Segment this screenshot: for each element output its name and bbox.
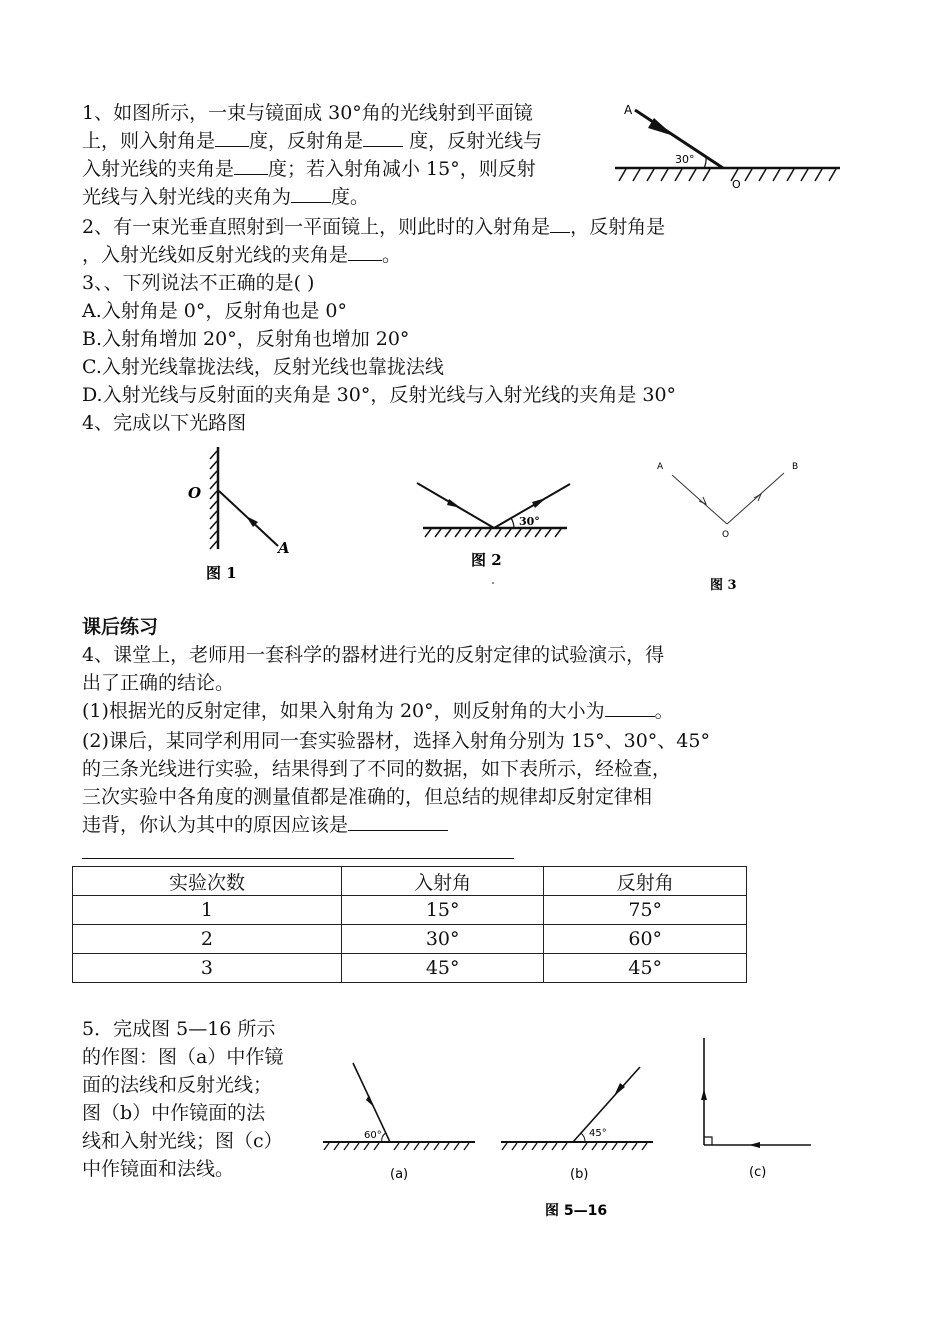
table-header: 入射角 (341, 867, 544, 896)
hw-q4-text: 。 (654, 700, 674, 722)
label-b: B (792, 462, 799, 472)
ray-arrow (749, 1142, 760, 1148)
hw-q4-part-1 (82, 698, 674, 724)
ray-arrow (701, 1089, 707, 1100)
hw-q4-part-2-line-2: 的三条光线进行实验，结果得到了不同的数据，如下表所示，经检查， (82, 758, 672, 780)
q2-text: 。 (382, 244, 402, 266)
fig3-caption: 图 3 (710, 578, 737, 593)
angle-arc (511, 518, 514, 528)
angle-label: 45° (589, 1128, 607, 1139)
q5-line-4: 图（b）中作镜面的法 (82, 1102, 266, 1124)
hw-q4-part-2-line-4 (82, 812, 448, 838)
q1-line-4 (82, 184, 369, 210)
q3-option-b[interactable]: B.入射角增加 20°，反射角也增加 20° (82, 328, 410, 350)
ray-arrow (366, 1095, 374, 1107)
fig-a (323, 1063, 475, 1182)
hw-q4-text: (1)根据光的反射定律，如果入射角为 20°，则反射角的大小为 (82, 700, 605, 722)
table-row (73, 954, 747, 983)
q1-text: 光线与入射光线的夹角为 (82, 186, 292, 208)
q2-text: 2、有一束光垂直照射到一平面镜上，则此时的入射角是 (82, 216, 551, 238)
answer-blank[interactable] (348, 812, 448, 831)
q4-stem: 4、完成以下光路图 (82, 412, 247, 434)
stray-dot (492, 582, 494, 584)
answer-blank[interactable] (348, 242, 382, 261)
answer-line[interactable] (82, 858, 514, 859)
ray-arrow (754, 494, 761, 501)
ray-ao (672, 475, 727, 524)
answer-blank[interactable] (363, 128, 403, 147)
caption-c: (c) (749, 1165, 767, 1180)
fig2-caption: 图 2 (471, 551, 502, 569)
q2-text: ，入射光线如反射光线的夹角是 (82, 244, 349, 266)
table-header-row (73, 867, 747, 896)
q5-line-3: 面的法线和反射光线； (82, 1074, 273, 1096)
table-cell: 30° (341, 925, 544, 954)
q3-option-a[interactable]: A.入射角是 0°，反射角也是 0° (82, 300, 348, 322)
q1-mirror-figure (610, 95, 850, 205)
fig-5-16 (315, 1030, 825, 1230)
mirror-hatch (502, 1143, 647, 1150)
q2-line-2 (82, 242, 401, 268)
answer-blank[interactable] (215, 128, 249, 147)
q1-line-2 (82, 128, 542, 154)
answer-blank[interactable] (550, 214, 570, 233)
hw-q4-text: 违背，你认为其中的原因应该是 (82, 814, 349, 836)
answer-blank[interactable] (234, 156, 268, 175)
angle-arc (704, 157, 706, 168)
table-header: 反射角 (544, 867, 747, 896)
answer-blank[interactable] (291, 184, 331, 203)
table-cell: 45° (341, 954, 544, 983)
q3-option-d[interactable]: D.入射光线与反射面的夹角是 30°，反射光线与入射光线的夹角是 30° (82, 384, 677, 406)
caption-b: (b) (570, 1167, 589, 1182)
q2-text: ，反射角是 (570, 216, 666, 238)
label-o: O (188, 484, 202, 502)
ray-ob (727, 473, 784, 524)
caption-a: (a) (390, 1167, 409, 1182)
q5-line-6: 中作镜面和法线。 (82, 1158, 235, 1180)
ray-arrow (447, 499, 461, 508)
table-cell: 2 (73, 925, 342, 954)
q1-text: 度；若入射角减小 15°，则反射 (268, 158, 536, 180)
fig-b (501, 1067, 653, 1182)
angle-arc (581, 1133, 585, 1142)
hw-q4-part-2-line-3: 三次实验中各角度的测量值都是准确的，但总结的规律却反射定律相 (82, 786, 653, 808)
table-cell: 75° (544, 896, 747, 925)
fig1-caption: 图 1 (206, 564, 237, 582)
q1-text: 入射光线的夹角是 (82, 158, 235, 180)
angle-label: 60° (364, 1130, 382, 1141)
fig-c (701, 1038, 811, 1180)
homework-heading: 课后练习 (82, 616, 159, 638)
angle-label: 30° (519, 515, 540, 528)
table-cell: 45° (544, 954, 747, 983)
q5-line-5: 线和入射光线；图（c） (82, 1130, 283, 1152)
table-cell: 3 (73, 954, 342, 983)
angle-arc (382, 1133, 386, 1142)
label-a: A (624, 103, 633, 117)
mirror-hatch (210, 451, 217, 549)
label-a: A (278, 539, 290, 557)
fig1-vertical-mirror (180, 445, 300, 590)
label-o: O (722, 530, 730, 540)
q2-line-1 (82, 214, 665, 240)
q3-option-c[interactable]: C.入射光线靠拢法线，反射光线也靠拢法线 (82, 356, 444, 378)
fig-5-16-caption: 图 5—16 (545, 1203, 608, 1219)
label-a: A (657, 462, 664, 472)
q5-line-2: 的作图：图（a）中作镜 (82, 1046, 284, 1068)
q1-text: 度，反射光线与 (403, 130, 543, 152)
q1-line-1: 1、如图所示，一束与镜面成 30°角的光线射到平面镜 (82, 102, 533, 124)
fig3-rays (650, 455, 810, 595)
q1-line-3 (82, 156, 536, 182)
right-angle-mark (704, 1137, 712, 1145)
hw-q4-line-2: 出了正确的结论。 (82, 672, 235, 694)
label-o: O (732, 178, 741, 191)
ray-arrow (532, 498, 546, 508)
angle-label: 30° (675, 153, 695, 166)
table-row (73, 896, 747, 925)
table-header: 实验次数 (73, 867, 342, 896)
table-cell: 15° (341, 896, 544, 925)
mirror-hatch (425, 529, 561, 537)
hw-q4-part-2-line-1: (2)课后，某同学利用同一套实验器材，选择入射角分别为 15°、30°、45° (82, 730, 710, 752)
q1-text: 上，则入射角是 (82, 130, 216, 152)
q1-text: 度。 (331, 186, 370, 208)
mirror-hatch (619, 169, 836, 181)
q3-stem: 3、、下列说法不正确的是( ) (82, 272, 315, 294)
mirror-hatch (324, 1143, 469, 1150)
table-cell: 60° (544, 925, 747, 954)
q1-text: 度，反射角是 (249, 130, 364, 152)
answer-blank[interactable] (605, 698, 655, 717)
data-table (72, 866, 747, 983)
hw-q4-line-1: 4、课堂上，老师用一套科学的器材进行光的反射定律的试验演示，得 (82, 644, 665, 666)
table-row (73, 925, 747, 954)
fig2-horizontal-mirror (405, 470, 590, 595)
q5-line-1: 5．完成图 5—16 所示 (82, 1018, 276, 1040)
table-cell: 1 (73, 896, 342, 925)
